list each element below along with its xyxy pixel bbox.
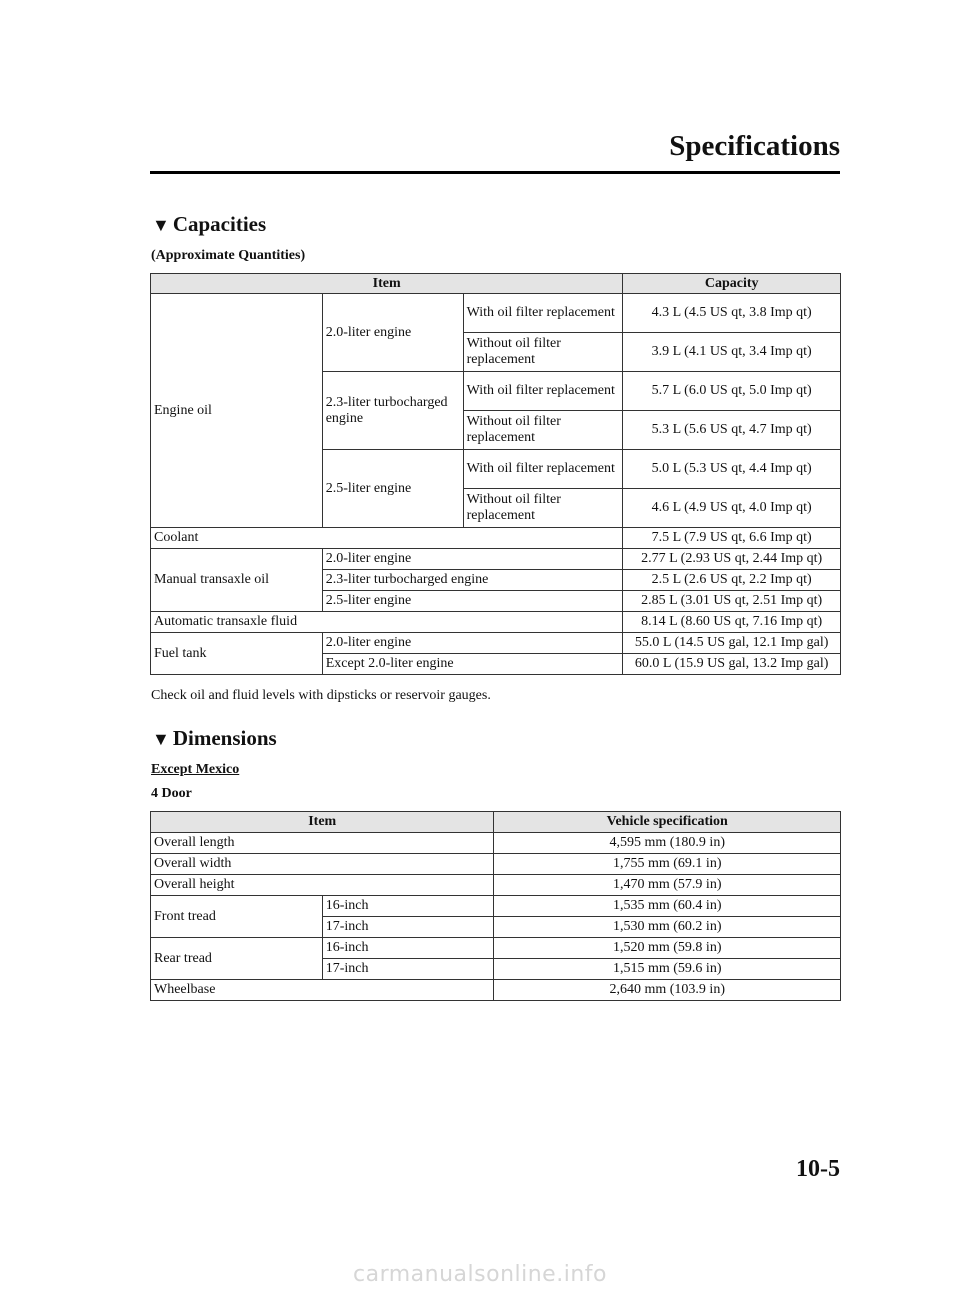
dimension-value: 1,755 mm (69.1 in): [494, 854, 841, 875]
table-header-row: [151, 812, 841, 833]
dimension-value: 1,470 mm (57.9 in): [494, 875, 841, 896]
table-header-row: [151, 274, 841, 294]
engine-label: 2.5-liter engine: [322, 591, 623, 612]
table-row: [151, 875, 841, 896]
capacity-value: 8.14 L (8.60 US qt, 7.16 Imp qt): [623, 612, 841, 633]
capacities-title: Capacities: [172, 212, 267, 236]
wheel-size-label: 17-inch: [322, 917, 494, 938]
engine-label: 2.0-liter engine: [322, 294, 463, 372]
engine-label: Except 2.0-liter engine: [322, 654, 623, 675]
engine-oil-label: Engine oil: [151, 294, 323, 528]
page-title: Specifications: [669, 130, 840, 162]
table-row: [151, 612, 841, 633]
condition-label: Without oil filter replacement: [463, 411, 623, 450]
dimension-label: Overall length: [151, 833, 494, 854]
table-row: [151, 633, 841, 654]
table-row: [151, 854, 841, 875]
page-number: 10-5: [796, 1156, 840, 1182]
engine-label: 2.0-liter engine: [322, 633, 623, 654]
automatic-transaxle-fluid-label: Automatic transaxle fluid: [151, 612, 623, 633]
triangle-marker-icon: ▼: [152, 215, 170, 235]
table-row: [151, 833, 841, 854]
capacity-value: 2.77 L (2.93 US qt, 2.44 Imp qt): [623, 549, 841, 570]
dimensions-title: Dimensions: [172, 726, 277, 750]
triangle-marker-icon: ▼: [152, 729, 170, 749]
dimension-value: 1,515 mm (59.6 in): [494, 959, 841, 980]
capacity-value: 2.85 L (3.01 US qt, 2.51 Imp qt): [623, 591, 841, 612]
capacity-value: 4.6 L (4.9 US qt, 4.0 Imp qt): [623, 489, 841, 528]
capacity-value: 7.5 L (7.9 US qt, 6.6 Imp qt): [623, 528, 841, 549]
capacities-note: Check oil and fluid levels with dipsticks or reservoir gauges.: [151, 688, 491, 703]
capacities-table: [150, 273, 841, 675]
dimension-value: 1,520 mm (59.8 in): [494, 938, 841, 959]
header-divider: [150, 171, 840, 174]
wheel-size-label: 17-inch: [322, 959, 494, 980]
capacities-heading: [152, 212, 266, 237]
table-row: [151, 896, 841, 917]
capacity-value: 5.3 L (5.6 US qt, 4.7 Imp qt): [623, 411, 841, 450]
dimension-value: 4,595 mm (180.9 in): [494, 833, 841, 854]
engine-label: 2.0-liter engine: [322, 549, 623, 570]
column-header-item: Item: [151, 274, 623, 294]
dimension-label: Overall width: [151, 854, 494, 875]
coolant-label: Coolant: [151, 528, 623, 549]
condition-label: With oil filter replacement: [463, 450, 623, 489]
condition-label: With oil filter replacement: [463, 294, 623, 333]
dimension-label: Front tread: [151, 896, 323, 938]
wheel-size-label: 16-inch: [322, 938, 494, 959]
fuel-tank-label: Fuel tank: [151, 633, 323, 675]
condition-label: Without oil filter replacement: [463, 489, 623, 528]
table-row: [151, 938, 841, 959]
table-row: [151, 294, 841, 333]
body-style-label: 4 Door: [151, 786, 192, 801]
condition-label: With oil filter replacement: [463, 372, 623, 411]
capacity-value: 3.9 L (4.1 US qt, 3.4 Imp qt): [623, 333, 841, 372]
capacity-value: 55.0 L (14.5 US gal, 12.1 Imp gal): [623, 633, 841, 654]
dimensions-table: [150, 811, 841, 1001]
dimension-label: Rear tread: [151, 938, 323, 980]
condition-label: Without oil filter replacement: [463, 333, 623, 372]
wheel-size-label: 16-inch: [322, 896, 494, 917]
table-row: [151, 528, 841, 549]
dimension-value: 2,640 mm (103.9 in): [494, 980, 841, 1001]
dimension-label: Overall height: [151, 875, 494, 896]
capacity-value: 5.7 L (6.0 US qt, 5.0 Imp qt): [623, 372, 841, 411]
column-header-spec: Vehicle specification: [494, 812, 841, 833]
capacities-subtitle: (Approximate Quantities): [151, 248, 306, 263]
column-header-item: Item: [151, 812, 494, 833]
dimension-value: 1,535 mm (60.4 in): [494, 896, 841, 917]
capacity-value: 60.0 L (15.9 US gal, 13.2 Imp gal): [623, 654, 841, 675]
capacity-value: 5.0 L (5.3 US qt, 4.4 Imp qt): [623, 450, 841, 489]
dimension-label: Wheelbase: [151, 980, 494, 1001]
engine-label: 2.3-liter turbocharged engine: [322, 372, 463, 450]
engine-label: 2.5-liter engine: [322, 450, 463, 528]
dimensions-heading: [152, 726, 277, 751]
dimension-value: 1,530 mm (60.2 in): [494, 917, 841, 938]
table-row: [151, 980, 841, 1001]
engine-label: 2.3-liter turbocharged engine: [322, 570, 623, 591]
table-row: [151, 549, 841, 570]
region-label: Except Mexico: [151, 762, 240, 777]
watermark: carmanualsonline.info: [353, 1262, 607, 1287]
capacity-value: 4.3 L (4.5 US qt, 3.8 Imp qt): [623, 294, 841, 333]
column-header-capacity: Capacity: [623, 274, 841, 294]
capacity-value: 2.5 L (2.6 US qt, 2.2 Imp qt): [623, 570, 841, 591]
manual-transaxle-oil-label: Manual transaxle oil: [151, 549, 323, 612]
